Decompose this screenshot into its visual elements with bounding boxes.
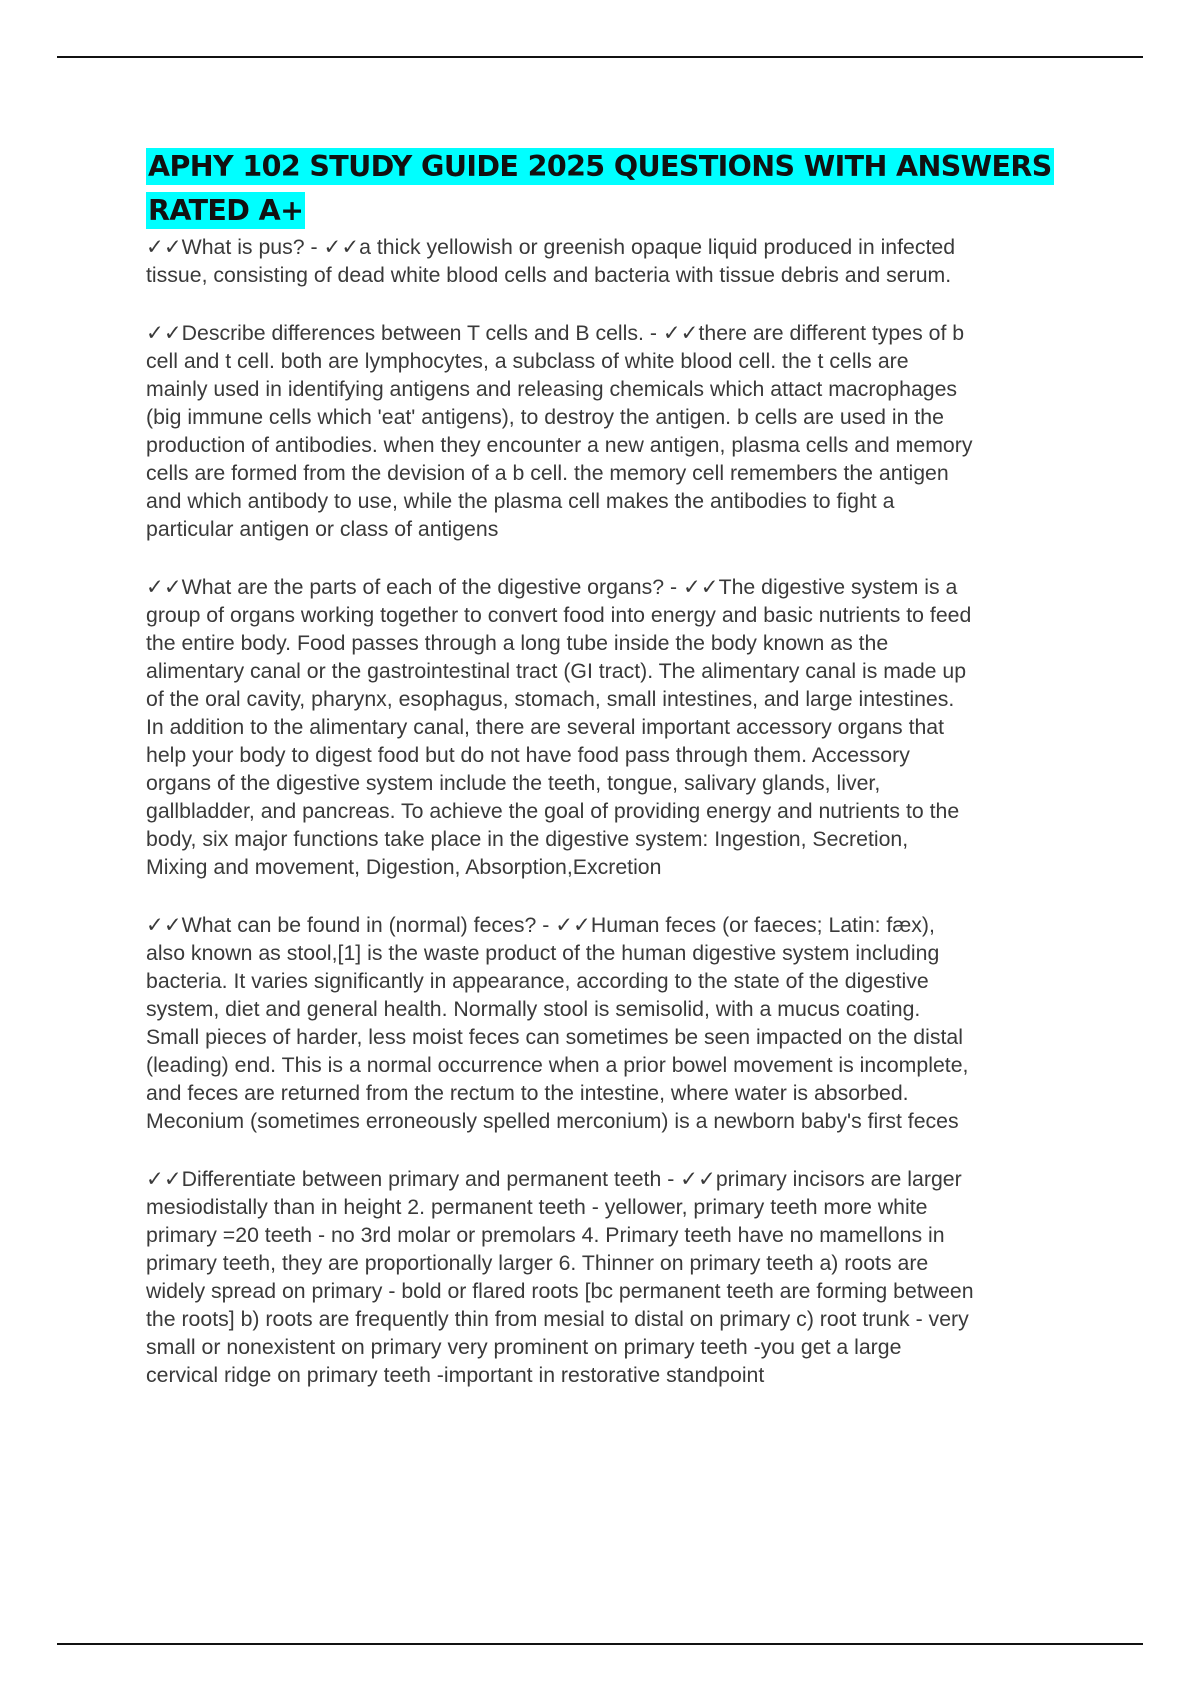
paragraph-line: the roots] b) roots are frequently thin from mesial to distal on primary c) root trunk - very (146, 1306, 969, 1331)
bottom-rule (57, 1643, 1143, 1645)
title-line: RATED A+ (148, 194, 304, 227)
qa-list (146, 233, 1106, 1389)
paragraph-line: also known as stool,[1] is the waste product of the human digestive system including (146, 940, 940, 965)
qa-paragraph (146, 573, 1106, 881)
paragraph-line: Small pieces of harder, less moist feces can sometimes be seen impacted on the distal (146, 1024, 963, 1049)
paragraph-line: ✓✓What is pus? - ✓✓a thick yellowish or greenish opaque liquid produced in infected (146, 234, 956, 259)
paragraph-line: tissue, consisting of dead white blood cells and bacteria with tissue debris and serum. (146, 262, 952, 287)
paragraph-line: widely spread on primary - bold or flared roots [bc permanent teeth are forming between (146, 1278, 974, 1303)
document-title (146, 145, 1106, 233)
document-body (146, 145, 1106, 1419)
paragraph-line: particular antigen or class of antigens (146, 516, 499, 541)
paragraph-line: the entire body. Food passes through a long tube inside the body known as the (146, 630, 889, 655)
paragraph-line: body, six major functions take place in the digestive system: Ingestion, Secretion, (146, 826, 909, 851)
paragraph-line: primary teeth, they are proportionally larger 6. Thinner on primary teeth a) roots are (146, 1250, 929, 1275)
paragraph-line: (leading) end. This is a normal occurrence when a prior bowel movement is incomplete, (146, 1052, 969, 1077)
qa-paragraph (146, 319, 1106, 543)
paragraph-line: group of organs working together to convert food into energy and basic nutrients to feed (146, 602, 972, 627)
paragraph-line: mainly used in identifying antigens and releasing chemicals which attact macrophages (146, 376, 958, 401)
paragraph-line: ✓✓Differentiate between primary and permanent teeth - ✓✓primary incisors are larger (146, 1166, 962, 1191)
paragraph-line: production of antibodies. when they encounter a new antigen, plasma cells and memory (146, 432, 973, 457)
top-rule (57, 56, 1143, 58)
qa-paragraph (146, 233, 1106, 289)
paragraph-line: system, diet and general health. Normally stool is semisolid, with a mucus coating. (146, 996, 921, 1021)
paragraph-line: Meconium (sometimes erroneously spelled merconium) is a newborn baby's first feces (146, 1108, 959, 1133)
paragraph-line: help your body to digest food but do not have food pass through them. Accessory (146, 742, 910, 767)
paragraph-line: mesiodistally than in height 2. permanent teeth - yellower, primary teeth more white (146, 1194, 928, 1219)
qa-paragraph (146, 911, 1106, 1135)
paragraph-line: organs of the digestive system include the teeth, tongue, salivary glands, liver, (146, 770, 881, 795)
paragraph-line: small or nonexistent on primary very prominent on primary teeth -you get a large (146, 1334, 902, 1359)
paragraph-line: of the oral cavity, pharynx, esophagus, stomach, small intestines, and large intestines. (146, 686, 955, 711)
paragraph-line: In addition to the alimentary canal, there are several important accessory organs that (146, 714, 945, 739)
paragraph-line: gallbladder, and pancreas. To achieve the goal of providing energy and nutrients to the (146, 798, 960, 823)
paragraph-line: cell and t cell. both are lymphocytes, a subclass of white blood cell. the t cells are (146, 348, 909, 373)
paragraph-line: Mixing and movement, Digestion, Absorption,Excretion (146, 854, 662, 879)
paragraph-line: ✓✓Describe differences between T cells and B cells. - ✓✓there are different types of b (146, 320, 965, 345)
paragraph-line: ✓✓What are the parts of each of the digestive organs? - ✓✓The digestive system is a (146, 574, 958, 599)
qa-paragraph (146, 1165, 1106, 1389)
paragraph-line: alimentary canal or the gastrointestinal tract (GI tract). The alimentary canal is made up (146, 658, 967, 683)
paragraph-line: (big immune cells which 'eat' antigens), to destroy the antigen. b cells are used in the (146, 404, 944, 429)
paragraph-line: cervical ridge on primary teeth -important in restorative standpoint (146, 1362, 765, 1387)
paragraph-line: primary =20 teeth - no 3rd molar or premolars 4. Primary teeth have no mamellons in (146, 1222, 945, 1247)
paragraph-line: and which antibody to use, while the plasma cell makes the antibodies to fight a (146, 488, 895, 513)
paragraph-line: ✓✓What can be found in (normal) feces? - ✓✓Human feces (or faeces; Latin: fæx), (146, 912, 935, 937)
title-line: APHY 102 STUDY GUIDE 2025 QUESTIONS WITH ANSWERS (148, 150, 1052, 183)
paragraph-line: bacteria. It varies significantly in appearance, according to the state of the digestive (146, 968, 929, 993)
paragraph-line: and feces are returned from the rectum to the intestine, where water is absorbed. (146, 1080, 909, 1105)
paragraph-line: cells are formed from the devision of a b cell. the memory cell remembers the antigen (146, 460, 949, 485)
